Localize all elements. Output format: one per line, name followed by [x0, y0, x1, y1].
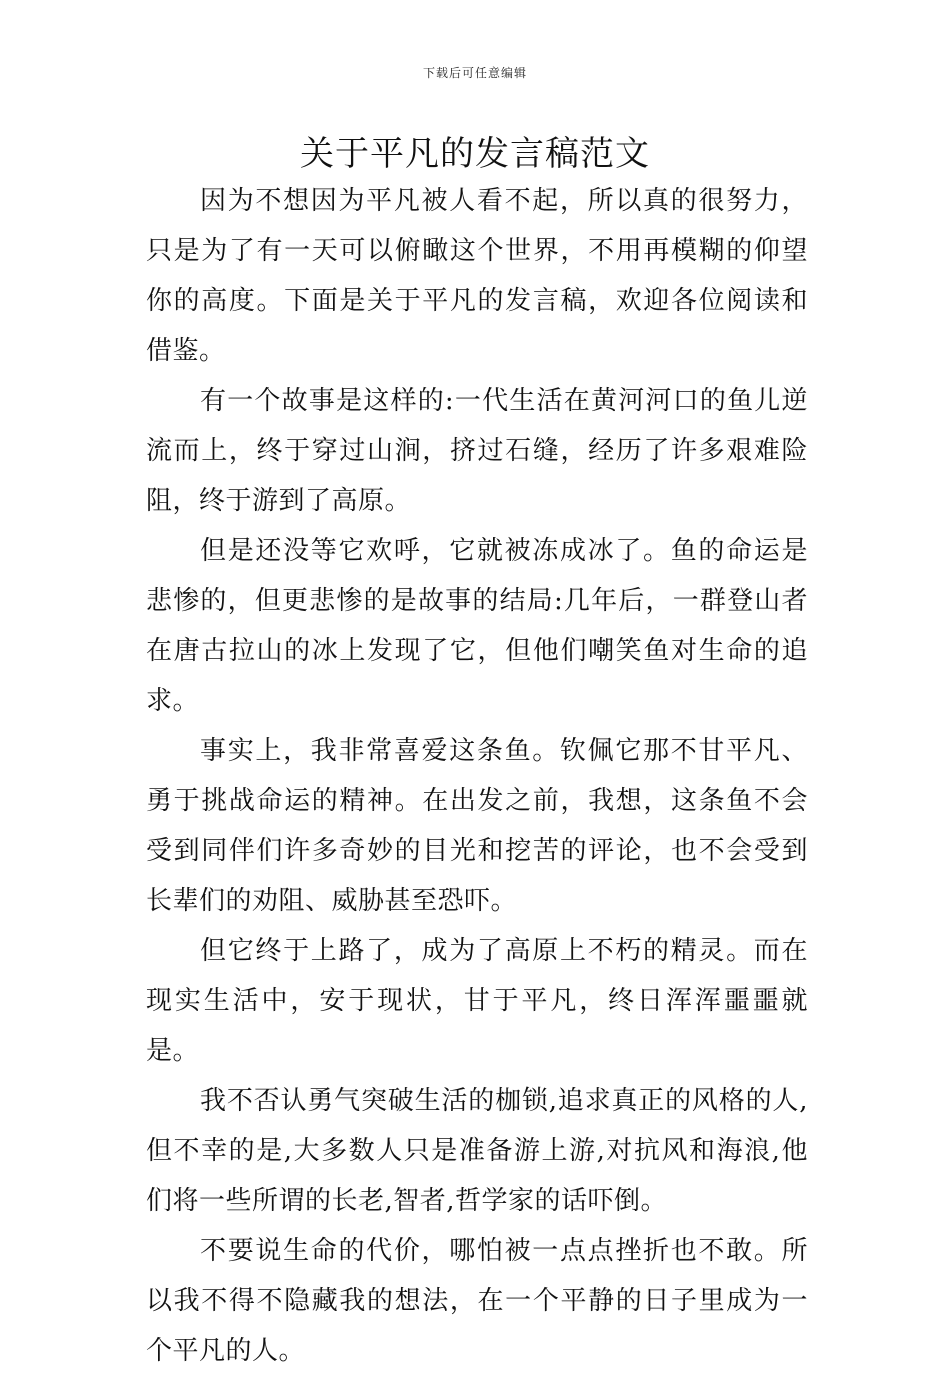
- paragraph-4: 事实上，我非常喜爱这条鱼。钦佩它那不甘平凡、勇于挑战命运的精神。在出发之前，我想，这条鱼不会受到同伴们许多奇妙的目光和挖苦的评论，也不会受到长辈们的劝阻、威胁甚至恐吓。: [146, 736, 808, 916]
- paragraph-7: 不要说生命的代价，哪怕被一点点挫折也不敢。所以我不得不隐藏我的想法，在一个平静的日子里成为一个平凡的人。: [146, 1236, 808, 1366]
- document-title: 关于平凡的发言稿范文: [300, 134, 650, 174]
- header-note: 下载后可任意编辑: [422, 66, 527, 80]
- paragraph-3: 但是还没等它欢呼，它就被冻成冰了。鱼的命运是悲惨的，但更悲惨的是故事的结局:几年后，一群登山者在唐古拉山的冰上发现了它，但他们嘲笑鱼对生命的追求。: [146, 536, 808, 716]
- paragraph-6: 我不否认勇气突破生活的枷锁,追求真正的风格的人,但不幸的是,大多数人只是准备游上游,对抗风和海浪,他们将一些所谓的长老,智者,哲学家的话吓倒。: [146, 1086, 808, 1216]
- paragraph-5: 但它终于上路了，成为了高原上不朽的精灵。而在现实生活中，安于现状，甘于平凡，终日浑浑噩噩就是。: [146, 936, 808, 1066]
- paragraph-2: 有一个故事是这样的:一代生活在黄河河口的鱼儿逆流而上，终于穿过山涧，挤过石缝，经历了许多艰难险阻，终于游到了高原。: [146, 386, 808, 516]
- paragraph-1: 因为不想因为平凡被人看不起，所以真的很努力，只是为了有一天可以俯瞰这个世界，不用再模糊的仰望你的高度。下面是关于平凡的发言稿，欢迎各位阅读和借鉴。: [146, 186, 808, 366]
- document-body: [146, 176, 808, 1376]
